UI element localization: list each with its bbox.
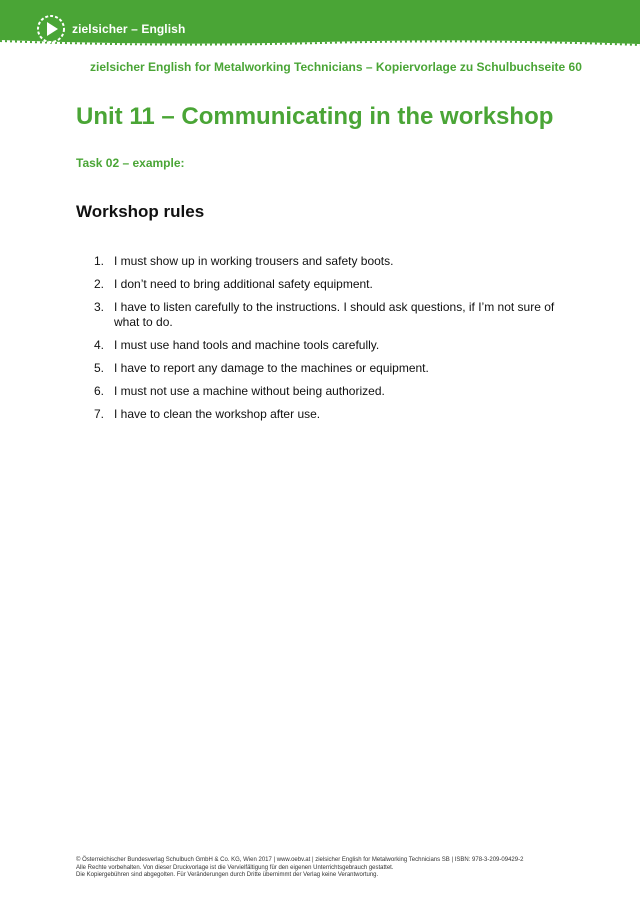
footer-copyright bbox=[76, 857, 596, 880]
brand-logo bbox=[36, 14, 185, 44]
rule-text: I have to listen carefully to the instructions. I should ask questions, if I’m not sure of what to do. bbox=[114, 300, 555, 329]
rule-item bbox=[76, 338, 556, 353]
brand-name: zielsicher – English bbox=[72, 22, 186, 36]
rule-item bbox=[76, 361, 556, 376]
rule-text: I must not use a machine without being authorized. bbox=[114, 384, 385, 398]
rule-number: 1. bbox=[93, 254, 104, 268]
rule-text: I must show up in working trousers and safety boots. bbox=[114, 254, 394, 268]
rule-number: 6. bbox=[93, 384, 104, 398]
rule-item bbox=[76, 300, 556, 330]
rule-number: 7. bbox=[93, 407, 104, 421]
footer-line: Die Kopiergebühren sind abgegolten. Für Veränderungen durch Dritte übernimmt der Verlag keine Verantwortung. bbox=[76, 872, 379, 878]
rule-number: 3. bbox=[93, 300, 104, 314]
header-subtitle: zielsicher English for Metalworking Technicians – Kopiervorlage zu Schulbuchseite 60 bbox=[90, 60, 582, 74]
section-title: Workshop rules bbox=[76, 202, 205, 221]
footer-line: © Österreichischer Bundesverlag Schulbuch GmbH & Co. KG, Wien 2017 | www.oebv.at | zielsicher English for Metalworking Technicians SB | ISBN: 978-3-209-09429-2 bbox=[76, 857, 524, 863]
rule-number: 4. bbox=[93, 338, 104, 352]
task-label: Task 02 – example: bbox=[76, 156, 185, 170]
rule-text: I have to clean the workshop after use. bbox=[114, 407, 321, 421]
rule-item bbox=[76, 254, 556, 269]
play-icon bbox=[36, 14, 66, 44]
footer-line: Alle Rechte vorbehalten. Von dieser Druckvorlage ist die Vervielfältigung für den eigenen Unterrichtsgebrauch gestattet. bbox=[76, 864, 394, 871]
rule-text: I have to report any damage to the machines or equipment. bbox=[114, 361, 429, 375]
rule-text: I must use hand tools and machine tools carefully. bbox=[114, 338, 380, 352]
rule-item bbox=[76, 384, 556, 399]
rule-item bbox=[76, 407, 556, 422]
rule-number: 5. bbox=[93, 361, 104, 375]
rule-text: I don’t need to bring additional safety equipment. bbox=[114, 277, 373, 291]
rule-number: 2. bbox=[93, 277, 104, 291]
rule-item bbox=[76, 277, 556, 292]
unit-title: Unit 11 – Communicating in the workshop bbox=[76, 103, 554, 130]
rules-list bbox=[76, 254, 556, 430]
